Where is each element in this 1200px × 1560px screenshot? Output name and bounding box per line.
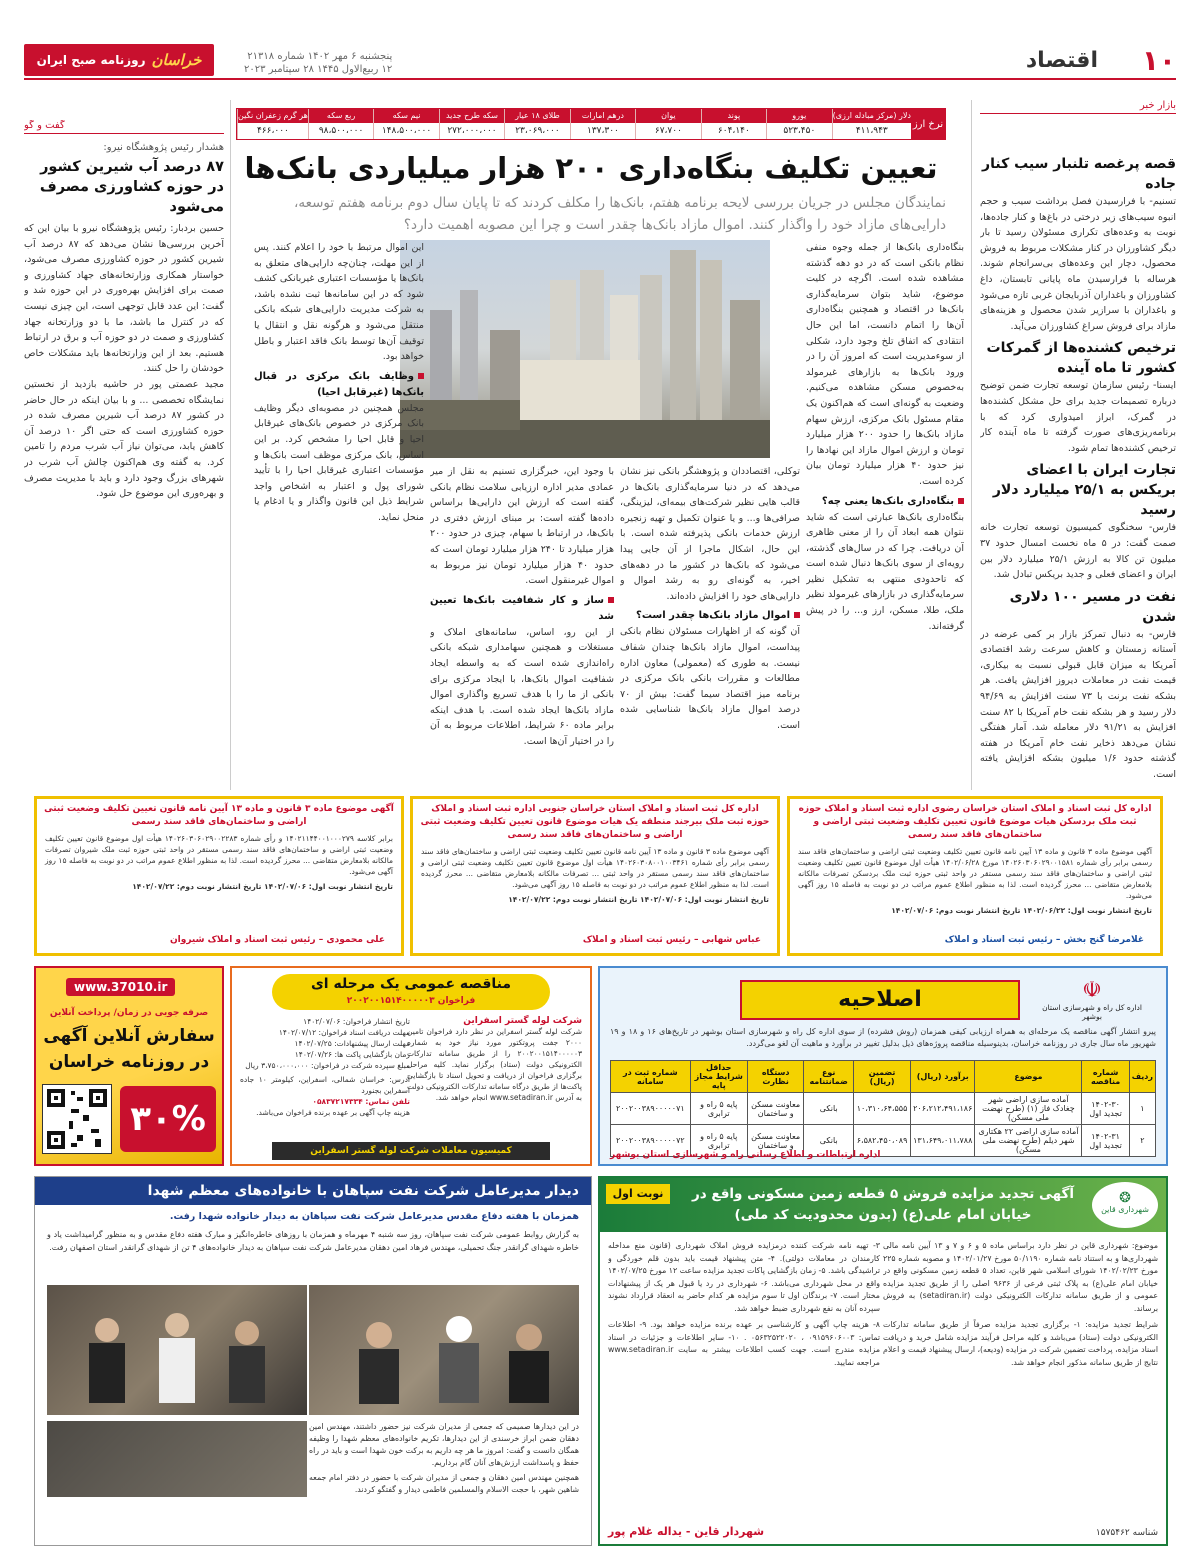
article-paragraph: بنگاه‌داری بانک‌ها عبارتی است که شاید نتوان همه ابعاد آن را از معنی ظاهری آن دریافت. چرا که در سال‌های گذشته، رویه‌ای از سوی بانک‌ها دنبال شده است که تاحدودی منتهی به تشکیل نظیر سرمایه‌گذاری در بازارهای غیرمولد نظیر ملک، طلا، مسکن، ارز و... را در پیش گرفته‌اند. <box>806 511 964 632</box>
table-cell: بانکی <box>804 1125 854 1157</box>
discount-badge: ۳۰% <box>120 1086 216 1152</box>
interview-title[interactable]: ۸۷ درصد آب شیرین کشور در حوزه کشاورزی مصرف می‌شود <box>39 159 224 215</box>
table-header-cell: شماره ثبت در سامانه <box>611 1061 691 1093</box>
table-header-cell: تضمین (ریال) <box>854 1061 911 1093</box>
brief-title: قصه پرغصه تلنبار سیب کنار جاده <box>982 156 1176 192</box>
article-subhead: ساز و کار شفافیت بانک‌ها تعیین شد <box>430 594 614 622</box>
table-header-cell: نوع ضمانتنامه <box>804 1061 854 1093</box>
currency-rates-table <box>236 108 946 140</box>
currency-name: درهم امارات <box>571 109 635 123</box>
table-cell: ۱ <box>1129 1093 1155 1125</box>
currency-value: ۱۴۸،۵۰۰،۰۰۰ <box>381 126 432 136</box>
currency-value: ۶۰۴،۱۴۰ <box>717 126 750 136</box>
main-headline[interactable]: تعیین تکلیف بنگاه‌داری ۲۰۰ هزار میلیاردی بانک‌ها <box>244 151 938 185</box>
brief-title: تجارت ایران با اعضای بریکس به ۲۵/۱ میلیارد دلار رسید <box>992 462 1176 519</box>
currency-cell <box>237 109 308 139</box>
table-header-cell: حداقل شرایط مجاز پایه <box>690 1061 747 1093</box>
table-cell: پایه ۵ راه و ترابری <box>690 1093 747 1125</box>
table-cell: پایه ۵ راه و ترابری <box>690 1125 747 1157</box>
table-header-cell: برآورد (ریال) <box>911 1061 975 1093</box>
meeting-photo-3 <box>47 1421 307 1497</box>
emblem-icon: ❂ <box>1119 1190 1131 1206</box>
currency-value: ۹۸،۵۰۰،۰۰۰ <box>318 126 364 136</box>
table-header-cell: ردیف <box>1129 1061 1155 1093</box>
article-subhead: اموال مازاد بانک‌ها چقدر است؟ <box>620 608 800 624</box>
currency-name: یوان <box>636 109 700 123</box>
article-column <box>430 464 614 790</box>
interview-body: حسین بردبار: رئیس پژوهشگاه نیرو با بیان این که آخرین بررسی‌ها نشان می‌دهد که ۸۷ درصد آب شیرین کشور در حوزه کشاورزی مصرف می‌شود، خواستار همکاری وزارتخانه‌های جهاد کشاورزی و صمت برای افزایش بهره‌وری در این حوزه شد و گفت: این عدد قابل توجهی است، این چیزی نیست که در کنترل ما باشد، ما با دو وزارتخانه جهاد کشاورزی و صمت در دو حوزه آب و برق در ارتباط هستیم. بعد از این وزارتخانه‌ها باید مشکلات خاص خودشان را حل کنند. <box>24 223 224 375</box>
article-paragraph: بنگاه‌داری بانک‌ها از جمله وجوه منفی نظام بانکی است که در دو دهه گذشته مشاهده شده است. اگرچه در کلیت موضوع، شاید بتوان سرمایه‌گذاری بانک‌ها در اقتصاد و همچنین بنگاه‌داری آن‌ها را اتمام دانست، اما این حال انتقادی که اتفاق تلخ وجود دارد، شکلی از سوءمدیریت است که امروز آن را در ورود بانک‌ها به بازارهای غیرمولد به‌خصوص مسکن مشاهده می‌کنیم. وضعیت به گونه‌ای است که هم‌اکنون یک مقام مسئول بانک مرکزی، ارزش سهام مازاد بانک‌ها را حدود ۲۰۰ هزار میلیارد تومان و ارزش اموال مازاد این نهادها را نیز حدود ۴۰ هزار میلیارد تومان بیان کرده است. <box>806 242 964 487</box>
city-skyline-photo <box>400 240 770 458</box>
auction-conditions-right: موضوع: شهرداری قاین در نظر دارد براساس ماده ۵ و ۶ و ۷ و ۱۳ آیین نامه مالی شهرداری‌ها و به استناد نامه شماره ۵۰/۱۱۹۰ مورخ ۱۴۰۲/۰۱/۲۷ و مصوبه شماره ۲۲۵ مورخ ۱۴۰۲/۰۲/۲۳ شورای اسلامی شهر قاین، تعداد ۵ قطعه زمین مسکونی واقع در خیابان امام علی(ع) به پلاک ثبتی فرعی از ۹۶۳۶ اصلی را از طریق تجدید مزایده عمومی و از طریق سامانه تدارکات الکترونیکی دولت (setadiran.ir) به فروش برساند. شرایط تجدید مزایده: ۱- برگزاری تجدید مزایده صرفاً از طریق سامانه تدارکات الکترونیکی دولت (ستاد) می‌باشد و کلیه مراحل فرآیند مزایده شامل خرید و دریافت اسناد مزایده، پرداخت تضمین شرکت در مزایده (ودیعه)، ارسال پیشنهاد قیمت و اعلام نتایج از طریق سامانه مذکور انجام خواهد شد. <box>883 1241 1158 1367</box>
table-cell: ۱۴۰۲-۳۰ تجدید اول <box>1082 1093 1129 1125</box>
visit-body: به گزارش روابط عمومی شرکت نفت سپاهان، روز سه شنبه ۴ مهرماه و همزمان با روزهای خاطره‌انگیز و مبارک هفته دفاع مقدس و به منظور گرامیداشت یاد و خاطره شهدای گرانقدر جنگ تحمیلی، مهندس فرهاد امین دهقان مدیرعامل شرکت نفت سپاهان به دیدار خانواده‌های ۴ تن از شهدای گرانقدر استان اصفهان رفت. <box>47 1230 579 1252</box>
table-cell: ۲ <box>1129 1125 1155 1157</box>
correction-title: اصلاحیه <box>740 980 1020 1020</box>
visit-body: در این دیدارها صمیمی که جمعی از مدیران شرکت نیز حضور داشتند، مهندس امین دهقان ضمن ابراز خرسندی از این دیدارها، تکریم خانواده‌های معظم شهدا را وظیفه همگان دانست و گفت: امروز ما هر چه داریم به برکت خون شهدا است و باید در راه حفظ و پاسداشت ارزش‌های آنان گام برداریم. همچنین مهندس امین دهقان و جمعی از مدیران شرکت با حضور در دفتر امام جمعه شاهین شهر، با حجت الاسلام والمسلمین فاطمی دیدار و گفتگو کردند. <box>309 1422 579 1494</box>
brief-body: ایسنا- رئیس سازمان توسعه تجارت ضمن توضیح درباره تصمیمات جدید برای حل مشکل کشنده‌ها در گمرک، ابراز امیدواری کرد که با برنامه‌ریزی‌های صورت گرفته تا ماه آینده کار ترخیص کشنده‌ها تمام شود. <box>980 380 1176 454</box>
municipality-logo: ❂ شهرداری قاین <box>1092 1182 1158 1228</box>
currency-name: یورو <box>767 109 831 123</box>
table-cell: بانکی <box>804 1093 854 1125</box>
currency-name: نیم سکه <box>374 109 438 123</box>
brief-body: فارس- سخنگوی کمیسیون توسعه تجارت خانه صمت گفت: در ۵ ماه نخست امسال حدود ۳۷ میلیون تن کالا به ارزش ۲۵/۱ میلیارد دلار بین ایران و اعضای فعلی و جدید بریکس تبادل شد. <box>980 522 1176 581</box>
column-label: بازار خبر <box>980 100 1176 114</box>
article-paragraph: آن گونه که از اظهارات مسئولان نظام بانکی پیداست، اموال مازاد بانک‌ها چندان شفاف نیست. به طوری که (معمولی) معاون اداره مطالعات و مقررات بانکی بانک مرکزی در برنامه میز اقتصاد سیما گفت: بیش از ۷۰ درصد اموال مازاد بانک‌ها شناسایی شده است. <box>620 626 800 731</box>
page-number: ۱۰ <box>1141 44 1176 77</box>
currency-value: ۱۳۷،۳۰۰ <box>586 126 619 136</box>
meeting-photo-1 <box>47 1285 307 1415</box>
auction-badge: نوبت اول <box>606 1184 670 1204</box>
currency-name: هر گرم زعفران نگین <box>238 109 308 123</box>
table-cell: ۱۴۰۲-۳۱ تجدید اول <box>1082 1125 1129 1157</box>
newspaper-logo[interactable]: خراسان روزنامه صبح ایران <box>24 44 214 76</box>
auction-conditions-left: ۳- تهیه نامه شرکت کننده درمزایده فروش املاک شهرداری (قانون منع مداخله کارمندان در معاملات دولتی). ۴- متن پیشنهاد قیمت باید بدون قلم خوردگی و تراشیدگی باشد. ۵- زمان بازگشایی پاکات تجدید مزایده ساعت ۱۲ مورخ ۱۴۰۲/۰۷/۲۵ واقع در محل شهرداری می‌باشد. ۶- شهرداری در رد یا قبول هر یک از پیشنهادات مختار است. ۷- برندگان اول تا سوم مزایده هر کدام حاضر به انعقاد قرارداد نشوند سپرده آنان به نفع شهرداری ضبط خواهد شد. ۸- هزینه چاپ آگهی و کارشناسی بر عهده برنده مزایده خواهد بود. ۹- اطلاعات تماس: ۰۹۱۵۹۶۰۶۰۰۳ ، ۰۵۶۳۲۵۲۲۰۲۰ . ۱۰- سایر اطلاعات و جزئیات در اسناد مزایده مندرج است. جهت کسب اطلاعات بیشتر به سایت www.setadiran.ir مراجعه نمایید. <box>608 1241 880 1367</box>
tender-dates: تاریخ انتشار فراخوان: ۱۴۰۲/۰۷/۰۶ مهلت دریافت اسناد فراخوان: ۱۴۰۲/۰۷/۱۲ مهلت ارسال پیشنهادات: ۱۴۰۲/۰۷/۲۵ زمان بازگشایی پاکت ها: ۱۴۰۲/۰۷/۲۶ مبلغ سپرده شرکت در فراخوان: ۳،۷۵۰،۰۰۰،۰۰۰ ریال آدرس: خراسان شمالی، اسفراین، کیلومتر ۱۰ جاده اسفراین بجنورد تلفن تماس: ۰۵۸۳۷۲۱۷۳۳۴ هزینه چاپ آگهی بر عهده برنده فراخوان می‌باشد. <box>240 1017 411 1117</box>
column-label: گفت و گو <box>24 120 224 134</box>
interview-column <box>24 120 224 790</box>
article-paragraph: این اموال مرتبط با خود را اعلام کنند. پس از این مهلت، چنان‌چه دارایی‌های متعلق به بانک‌ها یا مؤسسات اعتباری غیربانکی کشف شود که در این سامانه‌ها ثبت نشده باشد، به شرکت مدیریت دارایی‌های شبکه بانکی منتقل می‌شود و هرگونه نقل و انتقال یا توقیف آن‌ها توسط بانک فاقد اعتبار و باطل خواهد بود. <box>254 242 424 363</box>
currency-cell <box>635 109 700 139</box>
currency-value: ۲۷۲،۰۰۰،۰۰۰ <box>447 126 497 136</box>
main-lead: نمایندگان مجلس در جریان بررسی لایحه برنامه هفتم، بانک‌ها را مکلف کردند که تا پایان سال دوم برنامه هفتم توسعه، دارایی‌های مازاد خود را واگذار کنند. اموال مازاد بانک‌ها چقدر است و چرا این مصوبه اهمیت دارد؟ <box>293 195 946 233</box>
article-paragraph: توکلی، اقتصاددان و پژوهشگر بانکی نیز نشان می‌دهد که در دنیا سرمایه‌گذاری بانک‌ها در قالب هایی نظیر شرکت‌های بیمه‌ای، لیزینگی، صرافی‌ها و... و یا عنوان تکمیل و تهیه زنجیره ارزش خدمات بانکی پذیرفته شده است. با این حال، اشکال ماجرا از آن جایی پیدا می‌شود که بانک‌ها در کشور ما در دهه‌های اخیر، به گونه‌ای رو به رشد اموال و دارایی‌های خود را افزایش داده‌اند. <box>620 466 800 602</box>
article-subhead: بنگاه‌داری بانک‌ها یعنی چه؟ <box>806 494 964 510</box>
currency-cell <box>308 109 373 139</box>
currency-value: ۵۲۳،۴۵۰ <box>783 126 816 136</box>
news-brief-column <box>980 100 1176 790</box>
correction-ad <box>598 966 1168 1166</box>
currency-value: ۲۳،۰۶۹،۰۰۰ <box>515 126 560 136</box>
table-cell: آماده سازی اراضی شهر چغادک فاز (۱) (طرح نهضت ملی مسکن) <box>975 1093 1082 1125</box>
interview-body: مجید عصمتی پور در حاشیه بازدید از نخستین نمایشگاه تخصصی ... و با بیان اینکه در حال حاضر در کشور ۸۷ درصد آب شیرین مصرف شده در حوزه کشاورزی است که حتی اگر ۱۰ درصد آن کاهش یابد، می‌توان نیاز آب شرب مردم را تامین کرد. به گفته وی هم‌اکنون چالش آب شرب در شهرهای بزرگ وجود دارد و باید با مدیریت مصرف و بهره‌وری این موضوع حل شود. <box>24 378 224 500</box>
qr-code-icon <box>42 1084 112 1154</box>
table-row <box>611 1093 1156 1125</box>
emblem-icon: ☫ <box>1082 978 1102 1003</box>
currency-cell <box>570 109 635 139</box>
auction-title: آگهی تجدید مزایده فروش ۵ قطعه زمین مسکونی واقع در خیابان امام علی(ع) (بدون محدودیت کد ملی) <box>691 1186 1075 1223</box>
table-header-cell: موضوع <box>975 1061 1082 1093</box>
brief-title: نفت در مسیر ۱۰۰ دلاری شدن <box>1009 588 1176 625</box>
article-paragraph: از این رو، اساس، سامانه‌های املاک و مستغلات و همچنین سهامداری شبکه بانکی راه‌اندازی شده است که به واسطه ایجاد شفافیت اموال بانک‌ها، با ایجاد مرکزی برای بانکی از ما را با هدف تسریع واگذاری اموال مازاد بانک‌ها ایجاد شده است. با هدف اینکه برابر ماده ۶۰ شرایط، اطلاعات مربوط به آن را در اختیار آن‌ها است. <box>430 626 614 747</box>
tender-footer: کمیسیون معاملات شرکت لوله گستر اسفراین <box>272 1142 550 1160</box>
table-cell: ۱۰،۳۱۰،۶۴،۵۵۵ <box>854 1093 911 1125</box>
currency-value: ۴۱۱،۹۴۳ <box>855 126 888 136</box>
currency-value: ۴۶۶،۰۰۰ <box>256 126 289 136</box>
table-cell: معاونت مسکن و ساختمان <box>747 1125 803 1157</box>
table-cell: ۲۰۰۲۰۰۳۸۹۰۰۰۰۰۷۲ <box>611 1125 691 1157</box>
online-ad-promo[interactable]: www.37010.ir صرفه جویی در زمان/ پرداخت آنلاین سفارش آنلاین آگهی در روزنامه خراسان ۳۰% <box>34 966 224 1166</box>
article-paragraph: با وجود این، خبرگزاری تسنیم به نقل از میر عمادی مدیر اداره ارزیابی سلامت نظام بانکی گفته است که ارزش این دارایی‌ها براساس داده‌ها گفته است: بر مبنای ارزش دفتری در بانک‌ها، در ارتباط با سهام، چیزی در حدود ۲۰۰ هزار میلیارد تا ۲۴۰ هزار میلیارد تومان است که حدود ۴۰ هزار میلیارد تومان نیز مربوط به اموال غیرمنقول است. <box>430 466 614 587</box>
table-cell: ۶،۵۸۲،۴۵۰،۰۸۹ <box>854 1125 911 1157</box>
currency-cell <box>373 109 438 139</box>
page-header <box>24 40 1176 80</box>
currency-cell <box>701 109 766 139</box>
visit-lead: همزمان با هفته دفاع مقدس مدیرعامل شرکت نفت سپاهان به دیدار خانواده شهدا رفت. <box>169 1211 579 1222</box>
org-logo: ☫ اداره کل راه و شهرسازی استان بوشهر <box>1032 978 1152 1021</box>
article-column <box>806 240 964 790</box>
tender-ad <box>230 966 592 1166</box>
currency-name: ربع سکه <box>309 109 373 123</box>
auction-ad <box>598 1176 1168 1546</box>
table-cell: ۱۳۱،۶۴۹،۰۱۱،۷۸۸ <box>911 1125 975 1157</box>
currency-cell <box>504 109 569 139</box>
interview-kicker: هشدار رئیس پژوهشگاه نیرو: <box>103 142 224 153</box>
promo-url[interactable]: www.37010.ir <box>66 978 175 996</box>
correction-footer: اداره ارتباطات و اطلاع رسانی راه و شهرسازی استان بوشهر <box>610 1150 881 1160</box>
currency-cell <box>766 109 831 139</box>
article-paragraph: مجلس همچنین در مصوبه‌ای دیگر وظایف بانک مرکزی در خصوص بانک‌های غیرقابل احیا و قابل احیا را مشخص کرد. بر این اساس، بانک مرکزی موظف است بانک‌ها و مؤسسات اعتباری غیرقابل احیا را با تأیید شورای پول و اعتبار به اشخاص واجد شرایط ذیل این قانون واگذار و یا ادغام یا منحل نماید. <box>254 402 424 523</box>
auction-sign: شهردار قاین - یداله غلام پور <box>608 1525 765 1538</box>
table-header-cell: شماره مناقصه <box>1082 1061 1129 1093</box>
currency-value: ۶۷،۷۰۰ <box>654 126 682 136</box>
currency-name: طلای ۱۸ عیار <box>505 109 569 123</box>
article-subhead: وظایف بانک مرکزی در قبال بانک‌ها (غیرقابل احیا) <box>254 370 424 398</box>
tender-header: مناقصه عمومی یک مرحله ای فراخوان ۲۰۰۲۰۰۱۵۱۴۰۰۰۰۰۳ <box>272 974 550 1010</box>
currency-label: نرخ ارز <box>911 109 945 139</box>
currency-cell <box>439 109 504 139</box>
section-title: اقتصاد <box>1025 48 1098 73</box>
registry-ad-1: اداره کل ثبت اسناد و املاک استان خراسان رضوی اداره ثبت اسناد و املاک حوزه ثبت ملک بردسکن هیات موضوع قانون تعیین تکلیف وضعیت ثبتی اراضی و ساختمان‌های فاقد سند رسمی آگهی موضوع ماده ۳ قانون و ماده ۱۳ آیین نامه قانون تعیین تکلیف وضعیت ثبتی اراضی و ساختمان‌های فاقد سند رسمی برابر رأی شماره ۱۴۰۲۶۰۳۰۶۰۲۹۰۰۱۵۸۱ مورخ ۱۴۰۲/۰۶/۲۸ هیأت اول موضوع قانون تعیین تکلیف وضعیت ثبتی اراضی و ساختمان‌های فاقد سند رسمی مستقر در واحد ثبتی حوزه ثبت ملک بردسکن تصرفات مالکانه بلامعارض متقاضی ... محرز گردیده است. لذا به منظور اطلاع عموم مراتب در دو نوبت به فاصله ۱۵ روز آگهی می‌شود. تاریخ انتشار نوبت اول: ۱۴۰۲/۰۶/۲۲ تاریخ انتشار نوبت دوم: ۱۴۰۲/۰۷/۰۶ غلامرضا گنج بخش – رئیس ثبت اسناد و املاک <box>787 796 1163 956</box>
registry-ad-3: آگهی موضوع ماده ۳ قانون و ماده ۱۳ آیین نامه قانون تعیین تکلیف وضعیت ثبتی اراضی و ساختمان‌های فاقد سند رسمی برابر کلاسه ۱۴۰۲۱۱۴۴۰۰۱۰۰۰۲۷۹ و رأی شماره ۱۴۰۲۶۰۳۰۶۰۲۹۰۰۲۲۸۳ هیأت اول موضوع قانون تعیین تکلیف وضعیت ثبتی اراضی و ساختمان‌های فاقد سند رسمی مستقر در واحد ثبتی حوزه ثبت ملک شیروان تصرفات مالکانه بلامعارض متقاضی ... محرز گردیده است. لذا به منظور اطلاع عموم مراتب در دو نوبت به فاصله ۱۵ روز آگهی می‌شود. تاریخ انتشار نوبت اول: ۱۴۰۲/۰۷/۰۶ تاریخ انتشار نوبت دوم: ۱۴۰۲/۰۷/۲۲ علی محمودی – رئیس ثبت اسناد و املاک شیروان <box>34 796 404 956</box>
brief-body: فارس- به دنبال تمرکز بازار بر کمی عرضه در آستانه زمستان و کاهش سرعت رشد اقتصادی آمریکا به میزان قابل قبولی نسبت به بیکاری، قیمت نفت در معاملات دیروز افزایش یافت. هر بشکه نفت برنت با ۷۳ سنت افزایش به ۹۴/۶۹ دلار رسید و هر بشکه نفت خام آمریکا با ۸۲ سنت افزایش به ۹۱/۲۱ دلار معامله شد. آمار هفتگی نشان می‌دهد ذخایر نفت خام آمریکا در هفته گذشته حدود ۱/۶ میلیون بشکه افزایش یافته است. <box>980 628 1176 781</box>
brief-body: تسنیم- با فرارسیدن فصل برداشت سیب و حجم انبوه سیب‌های زیر درختی در باغ‌ها و کنار جاده‌ها، نوبت به وعده‌های تکراری مسئولان رسید تا بار دیگر کشاورزان در کنار مشکلات مربوط به فروش محصول، دچار این وعده‌های بی‌سرانجام شوند. هرساله با فرارسیدن ماه پایانی تابستان، داغ کشاورزان و باغداران آذربایجان غربی تازه می‌شود و باغداران با سرازیر شدن محصول و هزینه‌های مازاد برای فروش سراغ کشاورزان می‌آید. <box>980 196 1176 332</box>
visit-news-ad <box>34 1176 592 1546</box>
correction-intro: پیرو انتشار آگهی مناقصه یک مرحله‌ای به همراه ارزیابی کیفی همزمان (روش فشرده) از سوی اداره کل راه و شهرسازی استان بوشهر در تاریخ‌های ۱۶ و ۱۸ و ۱۹ شهریور ماه سال جاری در روزنامه خراسان، بدینوسیله مناقصه پروژه‌های ذیل بدلیل تغییر در برآورد و ماهیت آن لغو می‌گردد. <box>610 1027 1157 1048</box>
table-cell: معاونت مسکن و ساختمان <box>747 1093 803 1125</box>
auction-code: شناسه ۱۵۷۵۴۶۲ <box>1095 1528 1158 1538</box>
registry-ad-2: اداره کل ثبت اسناد و املاک استان خراسان جنوبی اداره ثبت اسناد و املاک حوزه ثبت ملک بیرجند منطقه یک هیات موضوع قانون تعیین تکلیف وضعیت ثبتی اراضی و ساختمان‌های فاقد سند رسمی آگهی موضوع ماده ۳ قانون و ماده ۱۳ آیین نامه قانون تعیین تکلیف وضعیت ثبتی اراضی و ساختمان‌های فاقد سند رسمی برابر رأی شماره ۱۴۰۲۶۰۳۰۸۰۰۱۰۰۳۴۶۱ هیأت اول موضوع قانون تعیین تکلیف وضعیت ثبتی اراضی و ساختمان‌های فاقد سند رسمی مستقر در واحد ثبتی ... تصرفات مالکانه بلامعارض متقاضی ... محرز گردیده است. لذا به منظور اطلاع عموم مراتب در دو نوبت به فاصله ۱۵ روز آگهی می‌شود. تاریخ انتشار نوبت اول: ۱۴۰۲/۰۷/۰۶ تاریخ انتشار نوبت دوم: ۱۴۰۲/۰۷/۲۲ عباس شهابی – رئیس ثبت اسناد و املاک <box>410 796 780 956</box>
table-cell: آماده سازی اراضی ۲۲ هکتاری شهر دیلم (طرح نهضت ملی مسکن) <box>975 1125 1082 1157</box>
currency-name: دلار (مرکز مبادله ارزی) <box>833 109 911 123</box>
table-header-cell: دستگاه نظارت <box>747 1061 803 1093</box>
issue-date: پنجشنبه ۶ مهر ۱۴۰۲ شماره ۲۱۳۱۸ ۱۲ ربیع‌الاول ۱۴۴۵ ۲۸ سپتامبر ۲۰۲۳ <box>244 51 393 75</box>
tender-body-right: شرکت لوله گستر اسفراین شرکت لوله گستر اسفراین در نظر دارد فراخوان تامین ۲۰۰۰ جفت پروتکتور مورد نیاز خود به شماره ۲۰۰۲۰۰۱۵۱۴۰۰۰۰۰۳ را از طریق سامانه تدارکات الکترونیکی دولت (ستاد) برگزار نماید. کلیه مراحل برگزاری فراخوان از دریافت و تحویل اسناد تا بازگشایی پاکت‌ها از طریق درگاه سامانه تدارکات الکترونیکی دولت به آدرس www.setadiran.ir انجام خواهد شد. <box>407 1016 582 1102</box>
article-column <box>254 240 424 790</box>
article-column <box>620 464 800 790</box>
brief-title: ترخیص کشنده‌ها از گمرکات کشور تا ماه آینده <box>986 340 1176 377</box>
currency-cell <box>832 109 911 139</box>
currency-name: پوند <box>702 109 766 123</box>
table-cell: ۲۰۶،۲۱۲،۴۹۱،۱۸۶ <box>911 1093 975 1125</box>
correction-table <box>610 1060 1156 1157</box>
table-cell: ۲۰۰۲۰۰۳۸۹۰۰۰۰۰۷۱ <box>611 1093 691 1125</box>
visit-title: دیدار مدیرعامل شرکت نفت سپاهان با خانواده‌های معظم شهدا <box>147 1183 579 1199</box>
currency-name: سکه طرح جدید <box>440 109 504 123</box>
meeting-photo-2 <box>309 1285 579 1415</box>
